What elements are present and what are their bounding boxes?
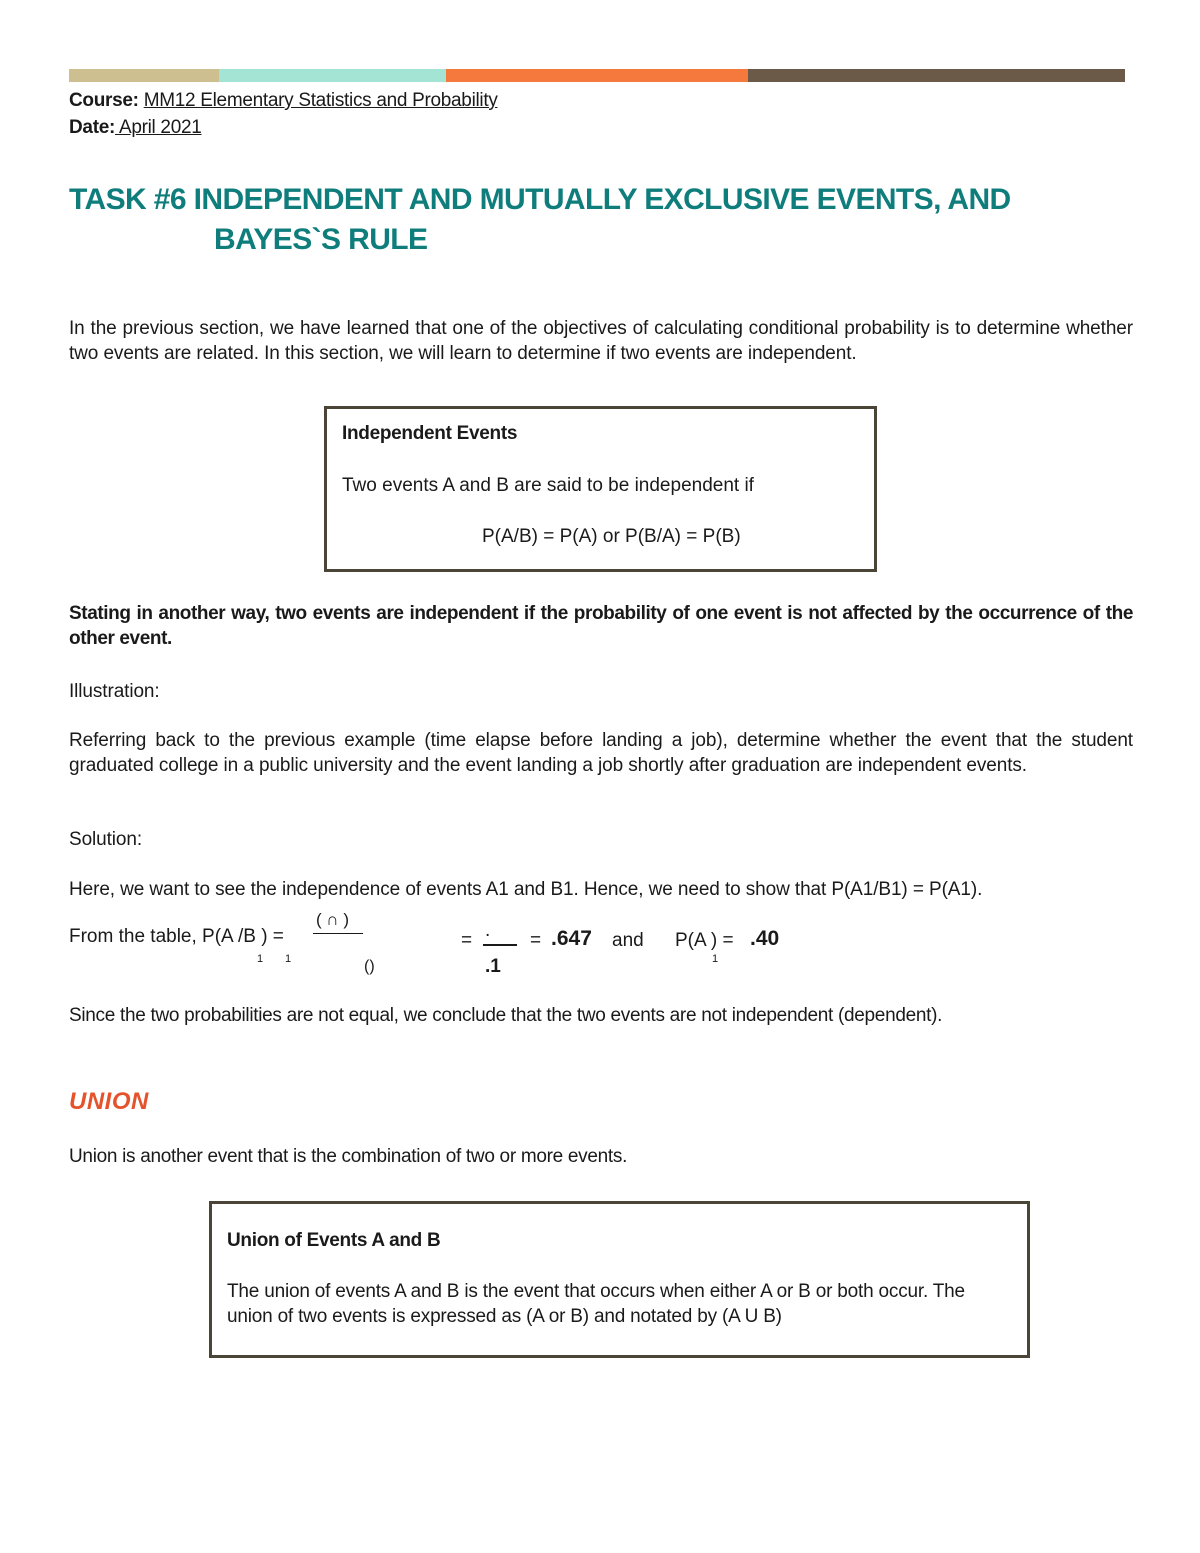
title-line-2: BAYES`S RULE <box>214 223 428 256</box>
formula-and: and <box>612 930 644 951</box>
page-title <box>69 180 1129 260</box>
header-color-bar-teal <box>219 69 446 82</box>
formula-fraction-bottom: .1 <box>485 956 501 977</box>
formula-pa1: P(A ) = <box>675 930 734 951</box>
union-paragraph: Union is another event that is the combination of two or more events. <box>69 1146 628 1167</box>
title-line-1: TASK #6 INDEPENDENT AND MUTUALLY EXCLUSIVE EVENTS, AND <box>69 183 1011 216</box>
formula-denominator: () <box>364 958 375 975</box>
union-heading: UNION <box>69 1088 149 1115</box>
header-color-bar-orange <box>446 69 748 82</box>
union-events-box <box>209 1201 1030 1358</box>
formula-equals-1: = <box>461 930 473 951</box>
date-label: Date: <box>69 117 116 138</box>
intro-paragraph: In the previous section, we have learned that one of the objectives of calculating conditional probability is to determine whether two events are related. In this section, we will learn to determine if two events are independent. <box>69 318 1133 364</box>
formula-fraction-bar <box>313 933 363 934</box>
union-events-heading: Union of Events A and B <box>227 1230 441 1251</box>
illustration-label: Illustration: <box>69 681 160 702</box>
formula-pa-sub: 1 <box>712 953 719 965</box>
independent-events-formula: P(A/B) = P(A) or P(B/A) = P(B) <box>482 526 741 547</box>
course-label: Course: <box>69 90 139 111</box>
header-color-bar-tan <box>69 69 219 82</box>
date-line <box>69 117 202 139</box>
independent-events-heading: Independent Events <box>342 423 518 444</box>
solution-paragraph: Here, we want to see the independence of events A1 and B1. Hence, we need to show that P(A1/B1) = P(A1). <box>69 879 983 900</box>
conclusion-paragraph: Since the two probabilities are not equal, we conclude that the two events are not independent (dependent). <box>69 1005 943 1026</box>
union-events-text: The union of events A and B is the event that occurs when either A or B or both occur. The union of two events is expressed as (A or B) and notated by (A U B) <box>227 1281 965 1327</box>
stating-paragraph: Stating in another way, two events are independent if the probability of one event is not affected by the occurrence of the other event. <box>69 603 1133 649</box>
course-line <box>69 90 498 112</box>
course-value: MM12 Elementary Statistics and Probability <box>143 90 498 111</box>
formula-fraction-bar-2 <box>483 944 517 946</box>
formula-prefix: From the table, P(A /B ) = <box>69 926 284 947</box>
formula-result: .647 <box>551 927 592 950</box>
solution-label: Solution: <box>69 829 143 850</box>
formula-equals-2: = <box>530 930 542 951</box>
independent-events-text: Two events A and B are said to be independent if <box>342 475 754 496</box>
date-value: April 2021 <box>115 117 202 138</box>
formula-sub-a1: 1 <box>257 953 264 965</box>
header-color-bar-brown <box>748 69 1125 82</box>
illustration-paragraph: Referring back to the previous example (time elapse before landing a job), determine whether the event that the student graduated college in a public university and the event landing a job shortly after graduation are independent events. <box>69 730 1133 776</box>
formula-fraction-top: . <box>485 920 491 941</box>
formula-sub-b1: 1 <box>285 953 292 965</box>
formula-pa-value: .40 <box>750 927 780 950</box>
independent-events-box <box>324 406 877 572</box>
formula-numerator: ( ∩ ) <box>316 910 349 929</box>
